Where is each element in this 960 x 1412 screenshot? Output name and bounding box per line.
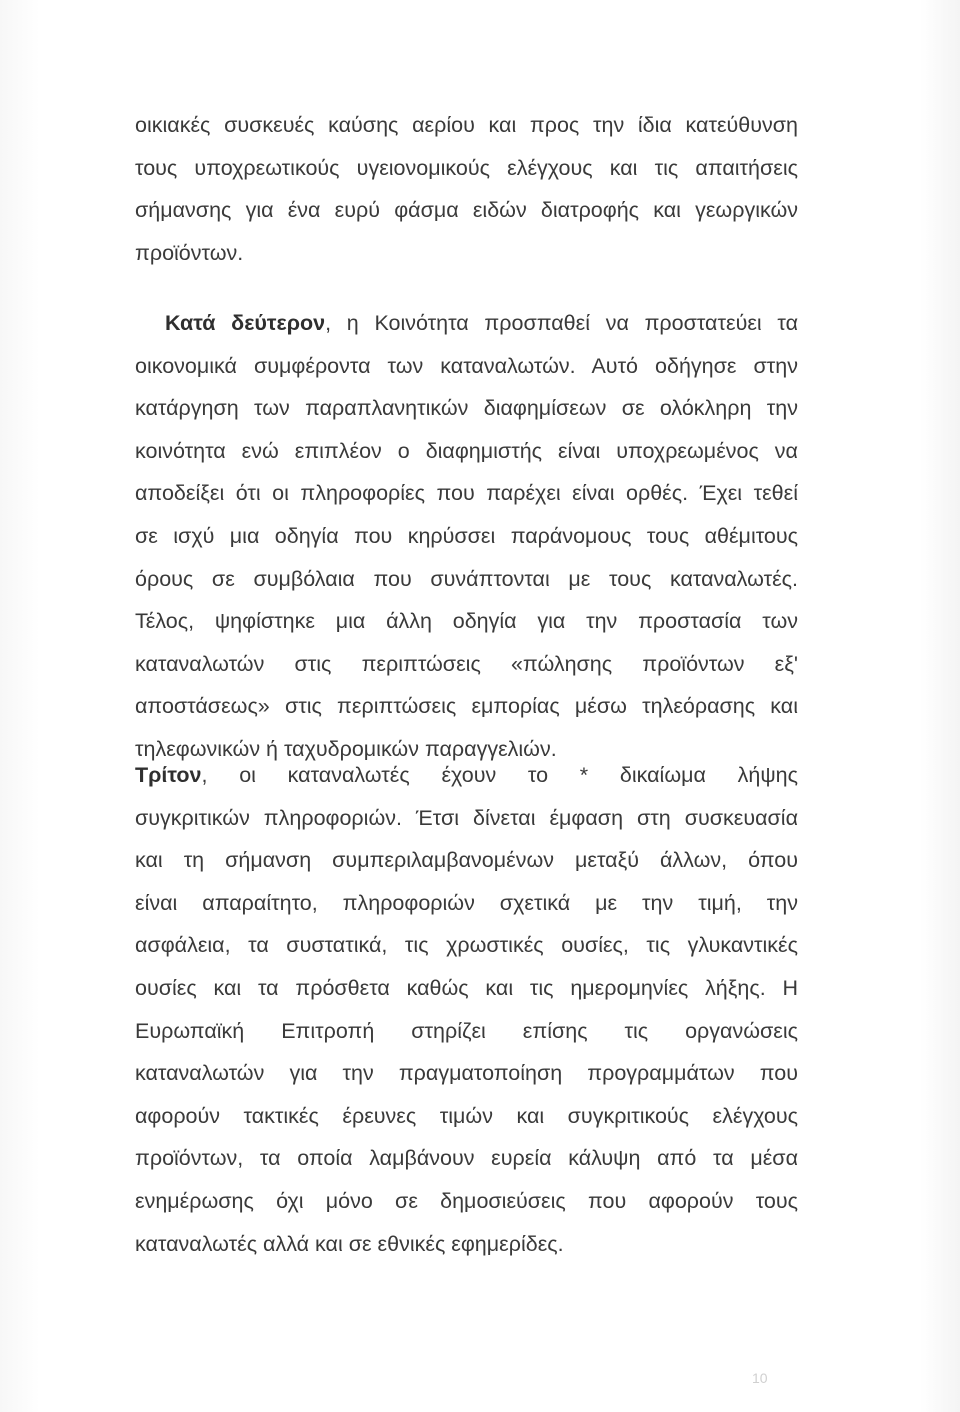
paragraph-line: ασφάλεια, τα συστατικά, τις χρωστικές ουσίες, τις γλυκαντικές bbox=[135, 933, 798, 958]
paragraph-lead: Κατά δεύτερον bbox=[165, 311, 326, 335]
paragraph-line: προϊόντων. bbox=[135, 240, 244, 265]
paragraph-line: σήμανσης για ένα ευρύ φάσμα ειδών διατροφής και γεωργικών bbox=[135, 198, 798, 223]
paragraph-line: αποστάσεως» στις περιπτώσεις εμπορίας μέσω τηλεόρασης και bbox=[135, 694, 798, 719]
paragraph-line: οικονομικά συμφέροντα των καταναλωτών. Αυτό οδήγησε στην bbox=[135, 353, 798, 378]
paragraph-line: συγκριτικών πληροφοριών. Έτσι δίνεται έμφαση στη συσκευασία bbox=[135, 805, 798, 830]
paragraph-line-rest: , η Κοινότητα προσπαθεί να προστατεύει τα bbox=[325, 311, 799, 335]
paragraph-line: τους υποχρεωτικούς υγειονομικούς ελέγχους και τις απαιτήσεις bbox=[135, 155, 798, 180]
paragraph-line: κατάργηση των παραπλανητικών διαφημίσεων σε ολόκληρη την bbox=[135, 396, 798, 421]
paragraph-lead: Τρίτον bbox=[135, 763, 202, 787]
paragraph-line: Τέλος, ψηφίστηκε μια άλλη οδηγία για την προστασία των bbox=[135, 609, 798, 634]
paragraph-line bbox=[135, 754, 798, 797]
paragraph-1 bbox=[135, 104, 798, 274]
paragraph-line: καταναλωτών για την πραγματοποίηση προγραμμάτων που bbox=[135, 1061, 798, 1086]
paragraph-3 bbox=[135, 754, 798, 1265]
paragraph-line: Ευρωπαϊκή Επιτροπή στηρίζει επίσης τις οργανώσεις bbox=[135, 1018, 798, 1043]
paragraph-line: προϊόντων, τα οποία λαμβάνουν ευρεία κάλυψη από τα μέσα bbox=[135, 1146, 798, 1171]
paragraph-line: ενημέρωσης όχι μόνο σε δημοσιεύσεις που αφορούν τους bbox=[135, 1188, 798, 1213]
paragraph-line-rest: , οι καταναλωτές έχουν το * δικαίωμα λήψης bbox=[201, 763, 798, 787]
paragraph-line: όρους σε συμβόλαια που συνάπτονται με τους καταναλωτές. bbox=[135, 566, 798, 591]
paragraph-line bbox=[135, 302, 798, 345]
paragraph-line: αφορούν τακτικές έρευνες τιμών και συγκριτικούς ελέγχους bbox=[135, 1103, 798, 1128]
paragraph-line: ουσίες και τα πρόσθετα καθώς και τις ημερομηνίες λήξης. Η bbox=[135, 975, 798, 1000]
paragraph-line: καταναλωτές αλλά και σε εθνικές εφημερίδες. bbox=[135, 1231, 564, 1256]
paragraph-line: τηλεφωνικών ή ταχυδρομικών παραγγελιών. bbox=[135, 736, 557, 761]
paragraph-line: σε ισχύ μια οδηγία που κηρύσσει παράνομους τους αθέμιτους bbox=[135, 523, 798, 548]
paragraph-line: κοινότητα ενώ επιπλέον ο διαφημιστής είναι υποχρεωμένος να bbox=[135, 438, 798, 463]
paragraph-2 bbox=[135, 302, 798, 771]
paragraph-line: καταναλωτών στις περιπτώσεις «πώλησης προϊόντων εξ' bbox=[135, 651, 798, 676]
paragraph-line: και τη σήμανση συμπεριλαμβανομένων μεταξύ άλλων, όπου bbox=[135, 848, 798, 873]
paragraph-line: αποδείξει ότι οι πληροφορίες που παρέχει είναι ορθές. Έχει τεθεί bbox=[135, 481, 798, 506]
page-number: 10 bbox=[752, 1370, 768, 1386]
paragraph-line: οικιακές συσκευές καύσης αερίου και προς την ίδια κατεύθυνση bbox=[135, 113, 798, 137]
paragraph-line: είναι απαραίτητο, πληροφοριών σχετικά με την τιμή, την bbox=[135, 890, 798, 915]
